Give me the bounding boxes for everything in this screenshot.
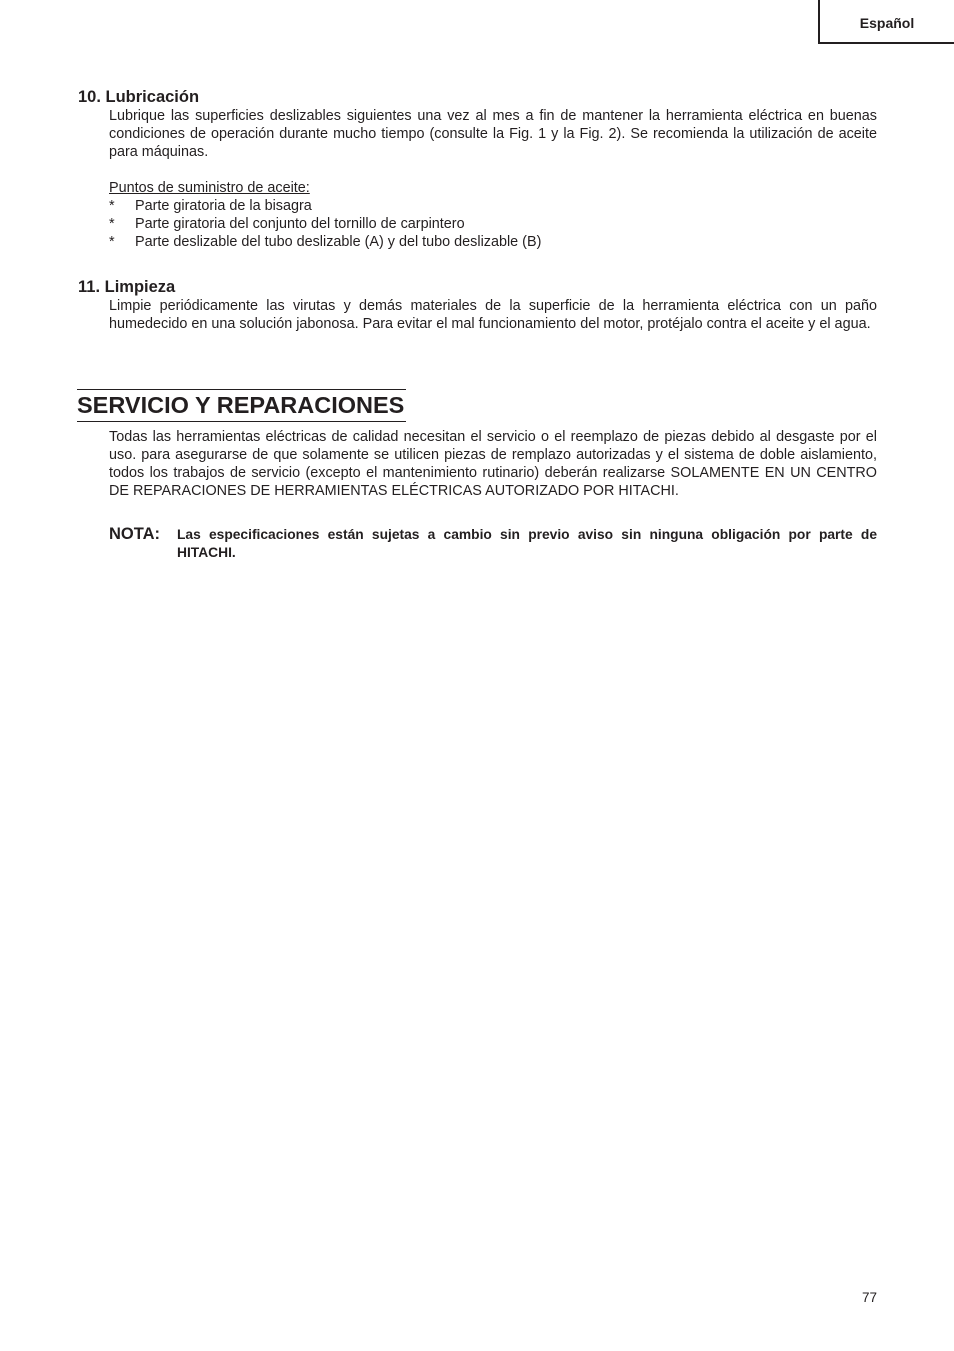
service-heading: SERVICIO Y REPARACIONES (77, 392, 405, 418)
list-item-text: Parte deslizable del tubo deslizable (A) y del tubo deslizable (B) (135, 234, 542, 250)
lubrication-section (78, 87, 877, 251)
cleaning-title: 11. Limpieza (78, 278, 176, 296)
list-item-text: Parte giratoria del conjunto del tornillo de carpintero (135, 216, 465, 232)
note-label: NOTA: (109, 525, 161, 543)
list-item (109, 215, 877, 233)
lubrication-title: 10. Lubricación (78, 88, 200, 106)
list-item (109, 233, 877, 251)
oil-points-list (109, 197, 877, 251)
note-text: Las especificaciones están sujetas a cambio sin previo aviso sin ninguna obligación por parte de HITACHI. (177, 527, 877, 560)
note-block (109, 524, 877, 562)
cleaning-section (78, 277, 877, 333)
service-paragraph: Todas las herramientas eléctricas de calidad necesitan el servicio o el reemplazo de piezas debido al desgaste por el uso. para asegurarse de que solamente se utilicen piezas de remplazo autorizadas y el sistema de doble aislamiento, todos los trabajos de servicio (excepto el mantenimiento rutinario) deberán realizarse SOLAMENTE EN UN CENTRO DE REPARACIONES DE HERRAMIENTAS ELÉCTRICAS AUTORIZADO POR HITACHI. (109, 429, 877, 499)
page-number: 77 (861, 1290, 877, 1305)
list-item (109, 197, 877, 215)
bullet-marker: * (109, 198, 115, 214)
bullet-marker: * (109, 234, 115, 250)
list-item-text: Parte giratoria de la bisagra (135, 198, 312, 214)
language-tab (818, 0, 954, 44)
lubrication-paragraph: Lubrique las superficies deslizables siguientes una vez al mes a fin de mantener la herramienta eléctrica en buenas condiciones de operación durante mucho tiempo (consulte la Fig. 1 y la Fig. 2). Se recomienda la utilización de aceite para máquinas. (109, 108, 877, 160)
cleaning-paragraph: Limpie periódicamente las virutas y demás materiales de la superficie de la herramienta eléctrica con un paño humedecido en una solución jabonosa. Para evitar el mal funcionamiento del motor, protéjalo contra el aceite y el agua. (109, 298, 877, 332)
lubrication-body (109, 107, 877, 251)
service-heading-box (77, 389, 406, 422)
language-label: Español (859, 15, 915, 31)
cleaning-body (109, 297, 877, 333)
bullet-marker: * (109, 216, 115, 232)
oil-points-title: Puntos de suministro de aceite: (109, 180, 310, 196)
